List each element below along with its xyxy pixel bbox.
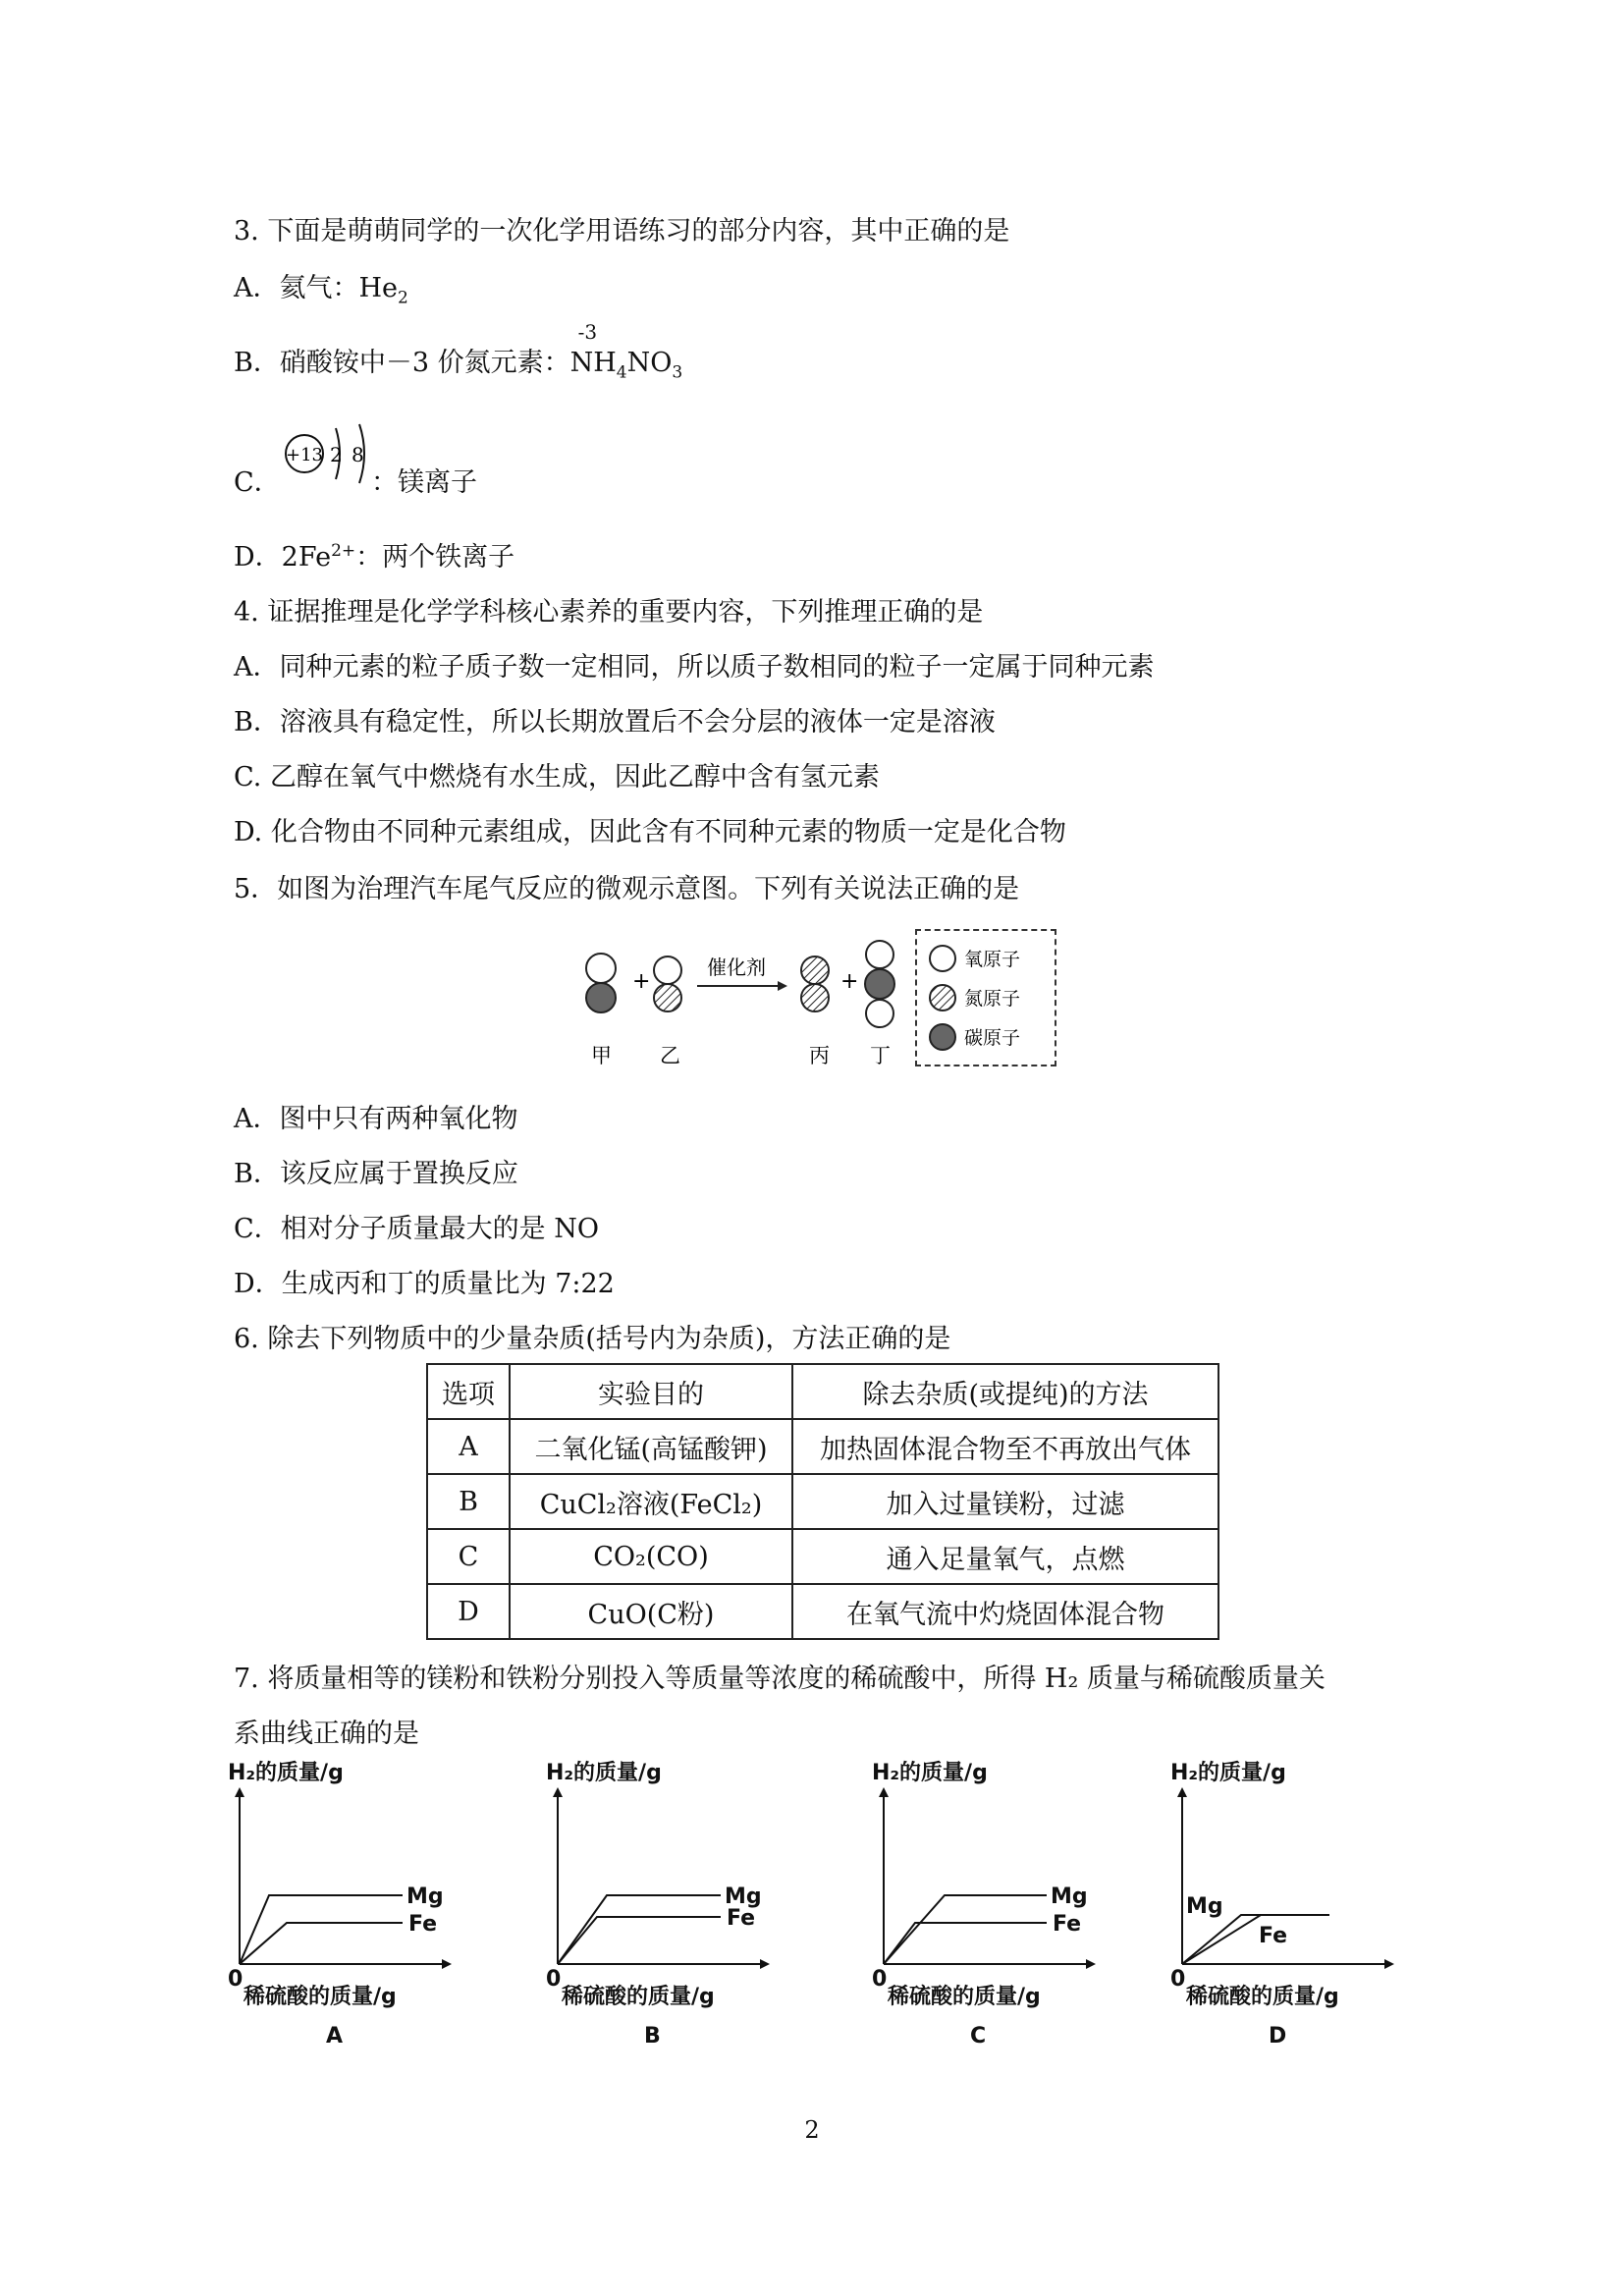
header-cell: 实验目的 xyxy=(510,1364,792,1419)
label-ding: 丁 xyxy=(870,1044,891,1067)
q7-stem-line-2: 系曲线正确的是 xyxy=(234,1719,419,1749)
table-cell: D xyxy=(427,1584,510,1639)
line-fe xyxy=(884,1923,1031,1964)
bing-nitrogen-atom-1 xyxy=(801,956,829,984)
series-label-mg: Mg xyxy=(1051,1885,1088,1909)
x-axis-arrow xyxy=(760,1959,770,1969)
graph-A xyxy=(228,1758,522,2052)
graph-option-label: D xyxy=(1269,2024,1287,2049)
reaction-arrow-head xyxy=(778,981,787,991)
y-axis-label: H₂的质量/g xyxy=(872,1761,988,1785)
y-axis-arrow xyxy=(553,1787,563,1797)
q4-option-c: C. 乙醇在氧气中燃烧有水生成，因此乙醇中含有氢元素 xyxy=(234,762,880,792)
q3-option-c-text: ：镁离子 xyxy=(371,467,477,498)
q5-option-b: B．该反应属于置换反应 xyxy=(234,1159,518,1189)
q5-stem: 5．如图为治理汽车尾气反应的微观示意图。下列有关说法正确的是 xyxy=(234,874,1020,904)
yi-nitrogen-atom xyxy=(654,984,681,1011)
reaction-micro-diagram xyxy=(569,929,923,1076)
jia-oxygen-atom xyxy=(586,954,616,983)
yi-oxygen-atom xyxy=(654,956,681,984)
series-label-fe: Fe xyxy=(408,1912,438,1937)
q3-option-c-label: C． xyxy=(234,467,281,498)
legend-nitrogen-swatch xyxy=(930,985,955,1011)
q3-stem: 3. 下面是萌萌同学的一次化学用语练习的部分内容，其中正确的是 xyxy=(234,216,1010,246)
x-axis-label: 稀硫酸的质量/g xyxy=(1186,1985,1339,2009)
legend-nitrogen-label: 氮原子 xyxy=(964,988,1021,1010)
graph-D xyxy=(1170,1758,1465,2052)
legend-carbon-swatch xyxy=(930,1024,955,1050)
x-axis-arrow xyxy=(1086,1959,1096,1969)
series-label-mg: Mg xyxy=(406,1885,444,1909)
x-axis-arrow xyxy=(442,1959,452,1969)
graph-option-label: B xyxy=(644,2024,661,2049)
table-row xyxy=(427,1529,1218,1584)
table-cell: 二氧化锰(高锰酸钾) xyxy=(510,1419,792,1474)
table-cell: 加入过量镁粉，过滤 xyxy=(792,1474,1218,1529)
q5-option-c: C．相对分子质量最大的是 NO xyxy=(234,1214,600,1244)
header-cell: 除去杂质(或提纯)的方法 xyxy=(792,1364,1218,1419)
label-yi: 乙 xyxy=(660,1044,680,1067)
table-row xyxy=(427,1419,1218,1474)
q4-option-a: A．同种元素的粒子质子数一定相同，所以质子数相同的粒子一定属于同种元素 xyxy=(234,652,1155,683)
line-mg xyxy=(240,1895,387,1964)
atom-legend xyxy=(915,929,1056,1066)
legend-carbon-label: 碳原子 xyxy=(964,1027,1021,1049)
table-cell: 在氧气流中灼烧固体混合物 xyxy=(792,1584,1218,1639)
table-cell: 加热固体混合物至不再放出气体 xyxy=(792,1419,1218,1474)
q3-option-d: D．$2Fe^{2+}$：两个铁离子 xyxy=(234,541,515,573)
ding-oxygen-atom-1 xyxy=(866,941,893,968)
q6-stem: 6. 除去下列物质中的少量杂质(括号内为杂质)，方法正确的是 xyxy=(234,1324,951,1354)
table-cell: 通入足量氧气，点燃 xyxy=(792,1529,1218,1584)
q4-option-d: D. 化合物由不同种元素组成，因此含有不同种元素的物质一定是化合物 xyxy=(234,817,1066,847)
q7-stem-line-1: 7. 将质量相等的镁粉和铁粉分别投入等质量等浓度的稀硫酸中，所得 H₂ 质量与稀硫酸质量关 xyxy=(234,1664,1326,1694)
table-cell: CuO(C粉) xyxy=(510,1584,792,1639)
graph-B xyxy=(546,1758,840,2052)
table-cell: CuCl₂溶液(FeCl₂) xyxy=(510,1474,792,1529)
origin-label: 0 xyxy=(1170,1967,1186,1992)
q5-option-a: A．图中只有两种氧化物 xyxy=(234,1104,518,1134)
line-mg xyxy=(1182,1915,1329,1964)
graph-option-label: C xyxy=(970,2024,987,2049)
plus-sign-1: + xyxy=(632,969,651,994)
q4-stem: 4. 证据推理是化学学科核心素养的重要内容，下列推理正确的是 xyxy=(234,597,984,628)
origin-label: 0 xyxy=(546,1967,562,1992)
series-label-mg: Mg xyxy=(1186,1894,1223,1919)
shell-1-electrons: 2 xyxy=(330,443,343,466)
graph-option-label: A xyxy=(326,2024,344,2049)
plus-sign-2: + xyxy=(840,969,859,994)
jia-carbon-atom xyxy=(586,983,616,1012)
catalyst-label: 催化剂 xyxy=(707,956,766,979)
label-bing: 丙 xyxy=(809,1044,830,1067)
table-cell: B xyxy=(427,1474,510,1529)
series-label-fe: Fe xyxy=(1053,1912,1082,1937)
series-label-mg: Mg xyxy=(725,1885,762,1909)
q5-option-d: D．生成丙和丁的质量比为 7:22 xyxy=(234,1269,615,1299)
ding-oxygen-atom-2 xyxy=(866,1000,893,1027)
series-label-fe: Fe xyxy=(727,1906,756,1931)
origin-label: 0 xyxy=(872,1967,888,1992)
table-cell: A xyxy=(427,1419,510,1474)
y-axis-arrow xyxy=(235,1787,244,1797)
label-jia: 甲 xyxy=(591,1044,612,1067)
q6-table xyxy=(426,1363,1219,1640)
y-axis-label: H₂的质量/g xyxy=(1170,1761,1286,1785)
line-mg xyxy=(558,1895,705,1964)
line-fe xyxy=(1182,1915,1329,1964)
legend-oxygen-label: 氧原子 xyxy=(964,949,1021,970)
line-fe xyxy=(240,1923,387,1964)
x-axis-label: 稀硫酸的质量/g xyxy=(244,1985,397,2009)
x-axis-arrow xyxy=(1384,1959,1394,1969)
ion-structure-diagram xyxy=(281,420,379,501)
graph-C xyxy=(872,1758,1166,2052)
q3-option-b: B．硝酸铵中－3 价氮元素： -3 $NH_4NO_3$ xyxy=(234,346,682,381)
page-number: 2 xyxy=(804,2116,820,2144)
table-row xyxy=(427,1584,1218,1639)
origin-label: 0 xyxy=(228,1967,244,1992)
header-cell: 选项 xyxy=(427,1364,510,1419)
shell-2-electrons: 8 xyxy=(352,443,364,466)
table-cell: C xyxy=(427,1529,510,1584)
y-axis-arrow xyxy=(879,1787,889,1797)
line-mg xyxy=(884,1895,1031,1964)
valence-mark: -3 xyxy=(577,320,598,344)
y-axis-label: H₂的质量/g xyxy=(228,1761,344,1785)
q4-option-b: B．溶液具有稳定性，所以长期放置后不会分层的液体一定是溶液 xyxy=(234,707,996,738)
bing-nitrogen-atom-2 xyxy=(801,984,829,1011)
line-fe xyxy=(558,1917,705,1964)
x-axis-label: 稀硫酸的质量/g xyxy=(888,1985,1041,2009)
table-header-row xyxy=(427,1364,1218,1419)
ding-carbon-atom xyxy=(865,969,894,999)
x-axis-label: 稀硫酸的质量/g xyxy=(562,1985,715,2009)
nucleus-charge: +13 xyxy=(286,445,323,465)
legend-oxygen-swatch xyxy=(930,946,955,971)
y-axis-label: H₂的质量/g xyxy=(546,1761,662,1785)
y-axis-arrow xyxy=(1177,1787,1187,1797)
table-row xyxy=(427,1474,1218,1529)
table-cell: CO₂(CO) xyxy=(510,1529,792,1584)
series-label-fe: Fe xyxy=(1259,1924,1288,1948)
q3-option-a: A．氦气：$He_2$ xyxy=(234,273,408,308)
